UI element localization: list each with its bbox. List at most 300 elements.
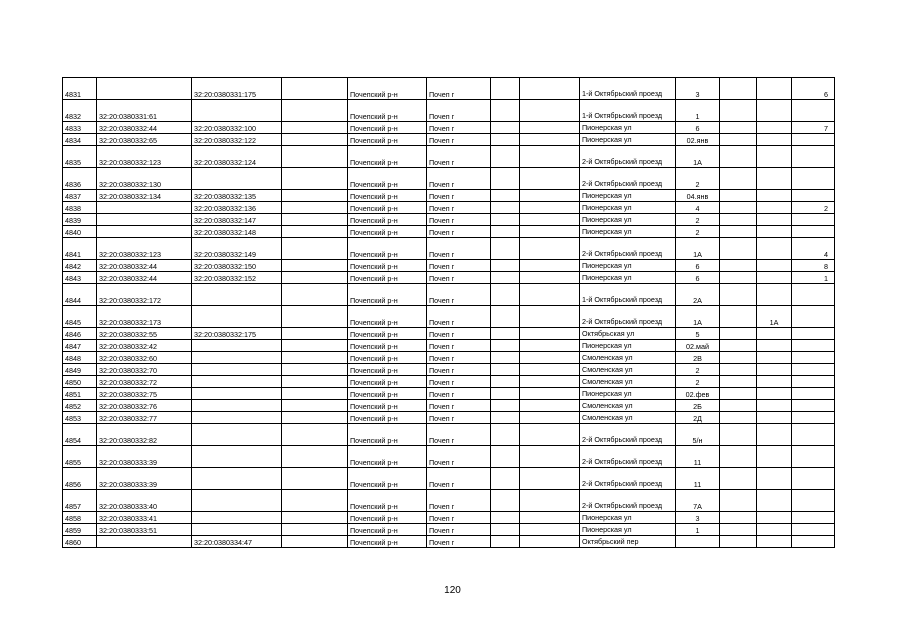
building-cell [720, 400, 757, 412]
town-cell: Почеп г [427, 238, 491, 260]
row-number-cell: 4842 [63, 260, 97, 272]
empty-cell [491, 202, 520, 214]
row-number-cell: 4838 [63, 202, 97, 214]
empty-cell [491, 376, 520, 388]
empty-cell [520, 468, 580, 490]
building-cadastral-number-cell [192, 400, 282, 412]
row-number-cell: 4844 [63, 284, 97, 306]
town-cell: Почеп г [427, 168, 491, 190]
structure-cell [757, 284, 792, 306]
cadastral-number-cell [97, 226, 192, 238]
empty-cell [491, 340, 520, 352]
district-cell: Почепский р-н [348, 272, 427, 284]
empty-cell [520, 352, 580, 364]
structure-cell [757, 524, 792, 536]
building-cadastral-number-cell [192, 306, 282, 328]
apartment-cell [792, 524, 835, 536]
table-row [63, 100, 835, 122]
apartment-cell [792, 376, 835, 388]
town-cell: Почеп г [427, 524, 491, 536]
street-cell: Пионерская ул [580, 260, 676, 272]
table-row [63, 512, 835, 524]
table-body [63, 78, 835, 548]
cadastral-number-cell: 32:20:0380333:39 [97, 468, 192, 490]
structure-cell [757, 490, 792, 512]
empty-cell [491, 306, 520, 328]
town-cell: Почеп г [427, 388, 491, 400]
cadastral-number-cell [97, 536, 192, 548]
apartment-cell [792, 400, 835, 412]
building-cell [720, 364, 757, 376]
empty-cell [282, 78, 348, 100]
house-number-cell: 3 [676, 78, 720, 100]
district-cell: Почепский р-н [348, 388, 427, 400]
apartment-cell [792, 214, 835, 226]
district-cell: Почепский р-н [348, 284, 427, 306]
empty-cell [282, 134, 348, 146]
structure-cell [757, 388, 792, 400]
apartment-cell: 1 [792, 272, 835, 284]
cadastral-number-cell: 32:20:0380332:60 [97, 352, 192, 364]
building-cell [720, 376, 757, 388]
building-cadastral-number-cell: 32:20:0380332:135 [192, 190, 282, 202]
house-number-cell: 2Д [676, 412, 720, 424]
building-cell [720, 190, 757, 202]
street-cell: Пионерская ул [580, 512, 676, 524]
district-cell: Почепский р-н [348, 424, 427, 446]
house-number-cell: 2 [676, 376, 720, 388]
street-cell: 2-й Октябрьский проезд [580, 490, 676, 512]
cadastral-number-cell: 32:20:0380332:55 [97, 328, 192, 340]
building-cell [720, 340, 757, 352]
cadastral-number-cell: 32:20:0380332:173 [97, 306, 192, 328]
district-cell: Почепский р-н [348, 168, 427, 190]
building-cell [720, 202, 757, 214]
table-row [63, 190, 835, 202]
structure-cell [757, 328, 792, 340]
building-cell [720, 306, 757, 328]
district-cell: Почепский р-н [348, 376, 427, 388]
structure-cell [757, 468, 792, 490]
structure-cell [757, 364, 792, 376]
town-cell: Почеп г [427, 122, 491, 134]
street-cell: Пионерская ул [580, 214, 676, 226]
empty-cell [520, 340, 580, 352]
house-number-cell: 1 [676, 100, 720, 122]
row-number-cell: 4859 [63, 524, 97, 536]
row-number-cell: 4853 [63, 412, 97, 424]
empty-cell [282, 352, 348, 364]
house-number-cell: 2 [676, 364, 720, 376]
building-cadastral-number-cell [192, 364, 282, 376]
empty-cell [491, 400, 520, 412]
row-number-cell: 4837 [63, 190, 97, 202]
structure-cell [757, 260, 792, 272]
empty-cell [520, 376, 580, 388]
table-row [63, 424, 835, 446]
empty-cell [491, 214, 520, 226]
empty-cell [491, 190, 520, 202]
empty-cell [491, 536, 520, 548]
building-cadastral-number-cell [192, 524, 282, 536]
structure-cell [757, 146, 792, 168]
district-cell: Почепский р-н [348, 226, 427, 238]
town-cell: Почеп г [427, 100, 491, 122]
table-row [63, 340, 835, 352]
street-cell: 1-й Октябрьский проезд [580, 284, 676, 306]
house-number-cell: 4 [676, 202, 720, 214]
town-cell: Почеп г [427, 412, 491, 424]
town-cell: Почеп г [427, 284, 491, 306]
cadastral-number-cell: 32:20:0380333:51 [97, 524, 192, 536]
district-cell: Почепский р-н [348, 400, 427, 412]
house-number-cell: 6 [676, 122, 720, 134]
building-cell [720, 168, 757, 190]
town-cell: Почеп г [427, 260, 491, 272]
house-number-cell: 02.май [676, 340, 720, 352]
street-cell: Пионерская ул [580, 524, 676, 536]
street-cell: Смоленская ул [580, 412, 676, 424]
cadastral-number-cell: 32:20:0380332:134 [97, 190, 192, 202]
structure-cell [757, 226, 792, 238]
district-cell: Почепский р-н [348, 536, 427, 548]
row-number-cell: 4843 [63, 272, 97, 284]
building-cell [720, 446, 757, 468]
table-row [63, 260, 835, 272]
apartment-cell: 4 [792, 238, 835, 260]
empty-cell [520, 260, 580, 272]
house-number-cell: 2В [676, 352, 720, 364]
empty-cell [520, 272, 580, 284]
row-number-cell: 4851 [63, 388, 97, 400]
apartment-cell [792, 490, 835, 512]
street-cell: 2-й Октябрьский проезд [580, 306, 676, 328]
empty-cell [491, 524, 520, 536]
structure-cell [757, 340, 792, 352]
street-cell: Пионерская ул [580, 202, 676, 214]
town-cell: Почеп г [427, 214, 491, 226]
empty-cell [491, 468, 520, 490]
house-number-cell: 1 [676, 524, 720, 536]
row-number-cell: 4855 [63, 446, 97, 468]
empty-cell [491, 168, 520, 190]
street-cell: 2-й Октябрьский проезд [580, 168, 676, 190]
empty-cell [491, 122, 520, 134]
empty-cell [282, 214, 348, 226]
table-row [63, 524, 835, 536]
apartment-cell: 8 [792, 260, 835, 272]
empty-cell [520, 78, 580, 100]
town-cell: Почеп г [427, 364, 491, 376]
empty-cell [282, 364, 348, 376]
building-cell [720, 226, 757, 238]
structure-cell [757, 536, 792, 548]
structure-cell: 1А [757, 306, 792, 328]
apartment-cell [792, 512, 835, 524]
empty-cell [282, 146, 348, 168]
empty-cell [520, 238, 580, 260]
building-cadastral-number-cell [192, 376, 282, 388]
building-cell [720, 260, 757, 272]
cadastral-number-cell: 32:20:0380332:77 [97, 412, 192, 424]
town-cell: Почеп г [427, 134, 491, 146]
page-number: 120 [444, 585, 461, 596]
apartment-cell [792, 340, 835, 352]
cadastral-number-cell: 32:20:0380332:65 [97, 134, 192, 146]
structure-cell [757, 134, 792, 146]
empty-cell [520, 100, 580, 122]
table-row [63, 134, 835, 146]
cadastral-number-cell [97, 78, 192, 100]
building-cell [720, 352, 757, 364]
empty-cell [491, 388, 520, 400]
structure-cell [757, 424, 792, 446]
empty-cell [520, 190, 580, 202]
building-cell [720, 78, 757, 100]
empty-cell [491, 284, 520, 306]
house-number-cell: 11 [676, 468, 720, 490]
building-cadastral-number-cell: 32:20:0380332:122 [192, 134, 282, 146]
table-row [63, 214, 835, 226]
row-number-cell: 4833 [63, 122, 97, 134]
town-cell: Почеп г [427, 340, 491, 352]
street-cell: Пионерская ул [580, 272, 676, 284]
structure-cell [757, 78, 792, 100]
building-cadastral-number-cell [192, 424, 282, 446]
empty-cell [491, 490, 520, 512]
row-number-cell: 4857 [63, 490, 97, 512]
structure-cell [757, 512, 792, 524]
empty-cell [520, 424, 580, 446]
house-number-cell [676, 536, 720, 548]
table-row [63, 306, 835, 328]
cadastral-number-cell: 32:20:0380331:61 [97, 100, 192, 122]
empty-cell [282, 202, 348, 214]
empty-cell [520, 226, 580, 238]
apartment-cell [792, 100, 835, 122]
table-row [63, 146, 835, 168]
street-cell: Пионерская ул [580, 388, 676, 400]
district-cell: Почепский р-н [348, 78, 427, 100]
cadastral-number-cell [97, 202, 192, 214]
empty-cell [282, 272, 348, 284]
street-cell: Октябрьский пер [580, 536, 676, 548]
apartment-cell [792, 446, 835, 468]
empty-cell [520, 306, 580, 328]
cadastral-number-cell: 32:20:0380332:42 [97, 340, 192, 352]
empty-cell [491, 78, 520, 100]
cadastral-number-cell: 32:20:0380332:123 [97, 146, 192, 168]
district-cell: Почепский р-н [348, 214, 427, 226]
town-cell: Почеп г [427, 536, 491, 548]
building-cadastral-number-cell [192, 446, 282, 468]
address-register-table [62, 77, 835, 548]
building-cadastral-number-cell: 32:20:0380334:47 [192, 536, 282, 548]
structure-cell [757, 446, 792, 468]
cadastral-number-cell: 32:20:0380332:44 [97, 272, 192, 284]
building-cadastral-number-cell: 32:20:0380332:175 [192, 328, 282, 340]
building-cell [720, 412, 757, 424]
building-cadastral-number-cell [192, 352, 282, 364]
building-cell [720, 468, 757, 490]
street-cell: 2-й Октябрьский проезд [580, 468, 676, 490]
row-number-cell: 4835 [63, 146, 97, 168]
building-cell [720, 490, 757, 512]
cadastral-number-cell: 32:20:0380332:72 [97, 376, 192, 388]
building-cell [720, 284, 757, 306]
apartment-cell [792, 190, 835, 202]
street-cell: Смоленская ул [580, 376, 676, 388]
building-cell [720, 512, 757, 524]
street-cell: Смоленская ул [580, 364, 676, 376]
street-cell: Смоленская ул [580, 352, 676, 364]
row-number-cell: 4831 [63, 78, 97, 100]
building-cadastral-number-cell: 32:20:0380332:148 [192, 226, 282, 238]
building-cell [720, 146, 757, 168]
district-cell: Почепский р-н [348, 260, 427, 272]
table-row [63, 376, 835, 388]
row-number-cell: 4847 [63, 340, 97, 352]
house-number-cell: 2А [676, 284, 720, 306]
street-cell: Пионерская ул [580, 340, 676, 352]
empty-cell [520, 168, 580, 190]
building-cadastral-number-cell [192, 340, 282, 352]
building-cadastral-number-cell: 32:20:0380332:136 [192, 202, 282, 214]
street-cell: 2-й Октябрьский проезд [580, 446, 676, 468]
house-number-cell: 02.фев [676, 388, 720, 400]
town-cell: Почеп г [427, 190, 491, 202]
table-row [63, 468, 835, 490]
empty-cell [520, 284, 580, 306]
apartment-cell [792, 306, 835, 328]
apartment-cell [792, 146, 835, 168]
apartment-cell [792, 168, 835, 190]
district-cell: Почепский р-н [348, 190, 427, 202]
building-cadastral-number-cell: 32:20:0380332:150 [192, 260, 282, 272]
building-cell [720, 272, 757, 284]
building-cadastral-number-cell [192, 512, 282, 524]
empty-cell [491, 352, 520, 364]
street-cell: 2-й Октябрьский проезд [580, 424, 676, 446]
empty-cell [491, 446, 520, 468]
district-cell: Почепский р-н [348, 100, 427, 122]
empty-cell [282, 226, 348, 238]
empty-cell [282, 190, 348, 202]
apartment-cell: 2 [792, 202, 835, 214]
district-cell: Почепский р-н [348, 122, 427, 134]
structure-cell [757, 202, 792, 214]
street-cell: Пионерская ул [580, 134, 676, 146]
apartment-cell [792, 352, 835, 364]
empty-cell [282, 446, 348, 468]
district-cell: Почепский р-н [348, 364, 427, 376]
house-number-cell: 1А [676, 238, 720, 260]
row-number-cell: 4836 [63, 168, 97, 190]
row-number-cell: 4841 [63, 238, 97, 260]
house-number-cell: 02.янв [676, 134, 720, 146]
building-cadastral-number-cell: 32:20:0380332:147 [192, 214, 282, 226]
empty-cell [491, 512, 520, 524]
empty-cell [282, 306, 348, 328]
empty-cell [282, 238, 348, 260]
building-cadastral-number-cell [192, 490, 282, 512]
row-number-cell: 4858 [63, 512, 97, 524]
house-number-cell: 1А [676, 306, 720, 328]
empty-cell [520, 214, 580, 226]
town-cell: Почеп г [427, 202, 491, 214]
row-number-cell: 4839 [63, 214, 97, 226]
structure-cell [757, 168, 792, 190]
district-cell: Почепский р-н [348, 238, 427, 260]
district-cell: Почепский р-н [348, 512, 427, 524]
structure-cell [757, 122, 792, 134]
building-cell [720, 238, 757, 260]
empty-cell [520, 400, 580, 412]
table-row [63, 202, 835, 214]
building-cell [720, 100, 757, 122]
cadastral-number-cell: 32:20:0380333:41 [97, 512, 192, 524]
table-row [63, 238, 835, 260]
building-cell [720, 388, 757, 400]
empty-cell [491, 412, 520, 424]
table-row [63, 490, 835, 512]
structure-cell [757, 238, 792, 260]
empty-cell [491, 328, 520, 340]
apartment-cell [792, 388, 835, 400]
empty-cell [491, 272, 520, 284]
building-cadastral-number-cell: 32:20:0380332:152 [192, 272, 282, 284]
town-cell: Почеп г [427, 146, 491, 168]
town-cell: Почеп г [427, 376, 491, 388]
empty-cell [282, 122, 348, 134]
cadastral-number-cell: 32:20:0380332:70 [97, 364, 192, 376]
empty-cell [520, 512, 580, 524]
district-cell: Почепский р-н [348, 146, 427, 168]
structure-cell [757, 214, 792, 226]
table-row [63, 122, 835, 134]
empty-cell [282, 468, 348, 490]
district-cell: Почепский р-н [348, 446, 427, 468]
empty-cell [520, 490, 580, 512]
row-number-cell: 4849 [63, 364, 97, 376]
row-number-cell: 4860 [63, 536, 97, 548]
row-number-cell: 4856 [63, 468, 97, 490]
row-number-cell: 4854 [63, 424, 97, 446]
empty-cell [491, 238, 520, 260]
town-cell: Почеп г [427, 446, 491, 468]
building-cadastral-number-cell [192, 168, 282, 190]
empty-cell [520, 202, 580, 214]
town-cell: Почеп г [427, 490, 491, 512]
street-cell: Пионерская ул [580, 122, 676, 134]
street-cell: 2-й Октябрьский проезд [580, 238, 676, 260]
structure-cell [757, 376, 792, 388]
cadastral-number-cell: 32:20:0380332:82 [97, 424, 192, 446]
structure-cell [757, 400, 792, 412]
empty-cell [520, 122, 580, 134]
house-number-cell: 2 [676, 214, 720, 226]
cadastral-number-cell: 32:20:0380332:44 [97, 260, 192, 272]
building-cadastral-number-cell [192, 468, 282, 490]
house-number-cell: 11 [676, 446, 720, 468]
building-cell [720, 134, 757, 146]
empty-cell [282, 100, 348, 122]
building-cadastral-number-cell: 32:20:0380332:124 [192, 146, 282, 168]
table-row [63, 400, 835, 412]
cadastral-number-cell: 32:20:0380332:76 [97, 400, 192, 412]
building-cadastral-number-cell [192, 284, 282, 306]
structure-cell [757, 272, 792, 284]
